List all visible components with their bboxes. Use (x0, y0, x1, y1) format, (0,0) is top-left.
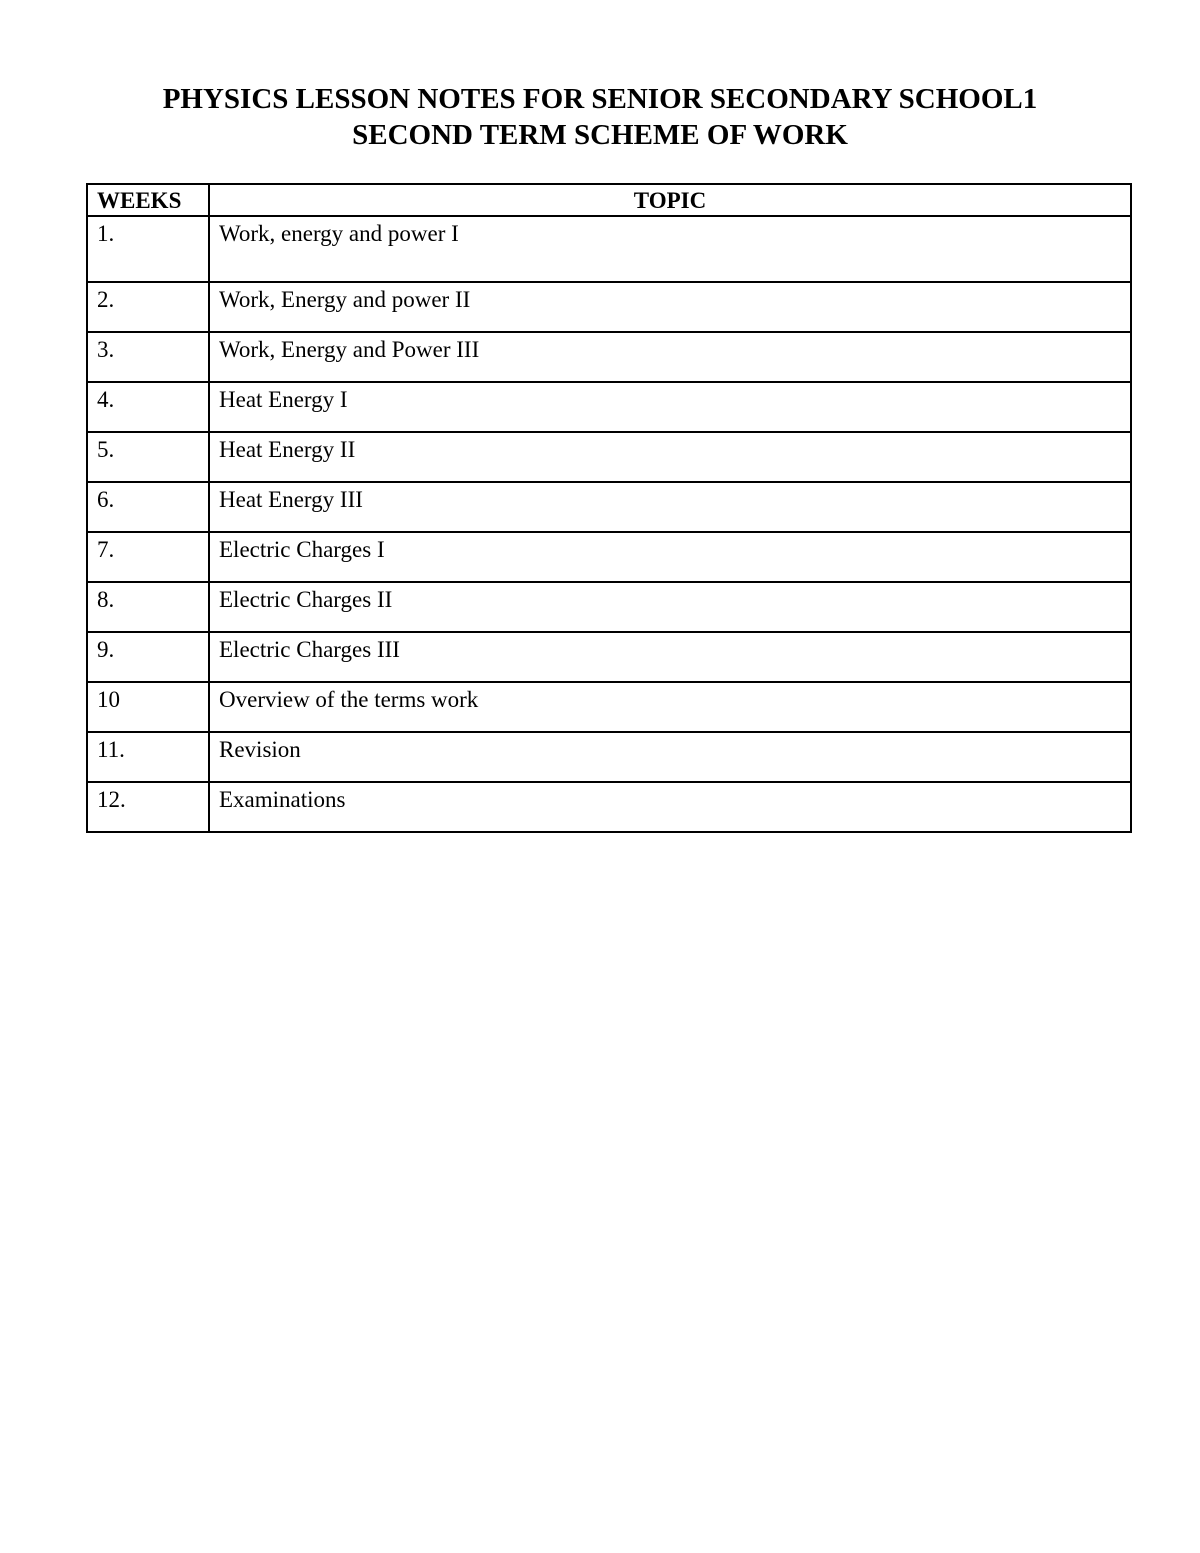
table-row (87, 582, 1131, 632)
week-cell: 11. (87, 732, 209, 782)
table-row (87, 782, 1131, 832)
table-row (87, 482, 1131, 532)
week-cell: 5. (87, 432, 209, 482)
table-row (87, 732, 1131, 782)
topic-cell: Electric Charges I (209, 532, 1131, 582)
week-cell: 12. (87, 782, 209, 832)
document-title: PHYSICS LESSON NOTES FOR SENIOR SECONDARY SCHOOL1 (162, 83, 1038, 115)
table-row (87, 432, 1131, 482)
table-row (87, 332, 1131, 382)
week-cell: 6. (87, 482, 209, 532)
topic-cell: Examinations (209, 782, 1131, 832)
topic-cell: Heat Energy II (209, 432, 1131, 482)
table-row (87, 532, 1131, 582)
week-cell: 9. (87, 632, 209, 682)
topic-cell: Heat Energy III (209, 482, 1131, 532)
scheme-of-work-table (86, 183, 1132, 833)
table-row (87, 282, 1131, 332)
week-cell: 8. (87, 582, 209, 632)
table-row (87, 682, 1131, 732)
week-cell: 3. (87, 332, 209, 382)
table-row (87, 216, 1131, 282)
topic-cell: Work, Energy and power II (209, 282, 1131, 332)
topic-column-header: TOPIC (209, 184, 1131, 216)
topic-cell: Work, Energy and Power III (209, 332, 1131, 382)
table-row (87, 382, 1131, 432)
table-row (87, 632, 1131, 682)
topic-cell: Overview of the terms work (209, 682, 1131, 732)
week-cell: 4. (87, 382, 209, 432)
week-cell: 7. (87, 532, 209, 582)
week-cell: 2. (87, 282, 209, 332)
topic-cell: Revision (209, 732, 1131, 782)
table-header-row (87, 184, 1131, 216)
document-subtitle: SECOND TERM SCHEME OF WORK (352, 119, 848, 151)
week-cell: 10 (87, 682, 209, 732)
week-cell: 1. (87, 216, 209, 282)
topic-cell: Electric Charges II (209, 582, 1131, 632)
topic-cell: Work, energy and power I (209, 216, 1131, 282)
weeks-column-header: WEEKS (87, 184, 209, 216)
topic-cell: Heat Energy I (209, 382, 1131, 432)
topic-cell: Electric Charges III (209, 632, 1131, 682)
